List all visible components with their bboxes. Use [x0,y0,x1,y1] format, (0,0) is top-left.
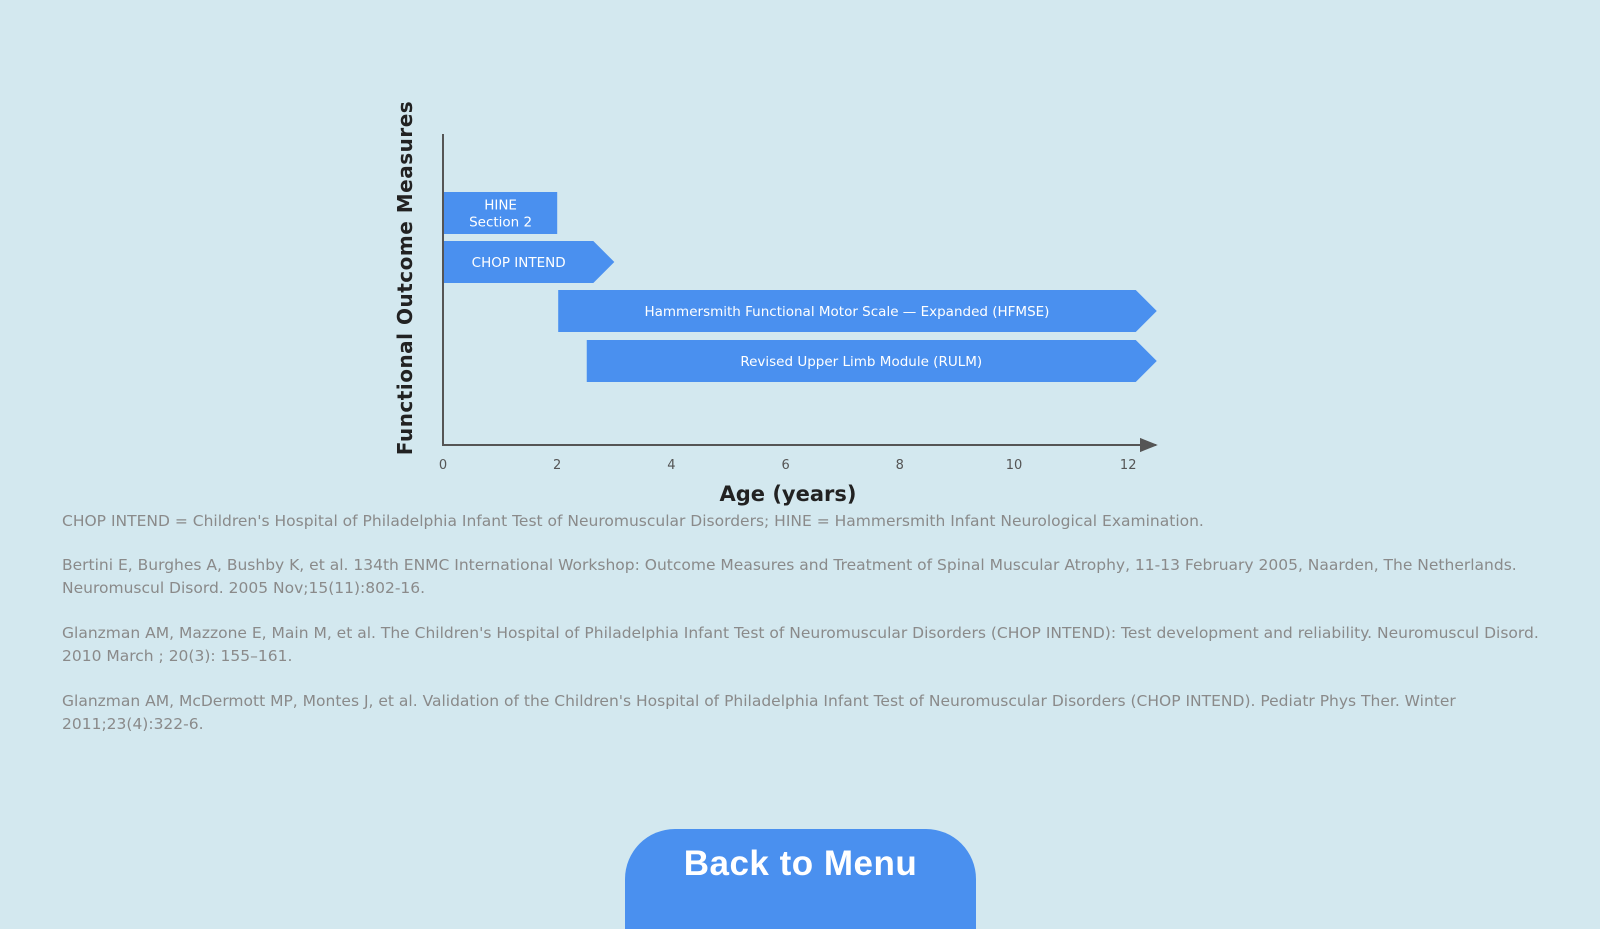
bar-label: CHOP INTEND [471,255,566,271]
x-tick-label: 12 [1119,458,1137,473]
footnotes [62,510,1542,758]
bar-label: Revised Upper Limb Module (RULM) [740,354,983,370]
x-tick-label: 6 [781,458,790,473]
x-tick-label: 8 [895,458,904,473]
bar-label: Section 2 [469,214,533,231]
abbreviations-note: CHOP INTEND = Children's Hospital of Philadelphia Infant Test of Neuromuscular Disorders; HINE = Hammersmith Infant Neurological Examination. [62,512,1204,530]
x-axis-label: Age (years) [719,482,857,506]
bar-label: Hammersmith Functional Motor Scale — Expanded (HFMSE) [644,304,1050,320]
y-axis-label: Functional Outcome Measures [393,100,417,456]
x-tick-label: 10 [1005,458,1023,473]
x-tick-label: 4 [667,458,676,473]
x-tick-label: 0 [438,458,448,473]
reference-3: Glanzman AM, McDermott MP, Montes J, et al. Validation of the Children's Hospital of Philadelphia Infant Test of Neuromuscular Disorders (CHOP INTEND). Pediatr Phys Ther. Winter 2011;23(4):322-6. [62,692,1456,733]
x-tick-label: 2 [553,458,562,473]
reference-2: Glanzman AM, Mazzone E, Main M, et al. The Children's Hospital of Philadelphia Infant Test of Neuromuscular Disorders (CHOP INTEND): Test development and reliability. Neuromuscul Disord. 2010 March ; 20(3): 155–161. [62,624,1539,665]
bar-label: HINE [484,197,517,214]
reference-1: Bertini E, Burghes A, Bushby K, et al. 134th ENMC International Workshop: Outcome Measures and Treatment of Spinal Muscular Atrophy, 11-13 February 2005, Naarden, The Netherlands. Neuromuscul Disord. 2005 Nov;15(11):802-16. [62,556,1517,597]
back-to-menu-button[interactable]: Back to Menu [625,829,976,929]
